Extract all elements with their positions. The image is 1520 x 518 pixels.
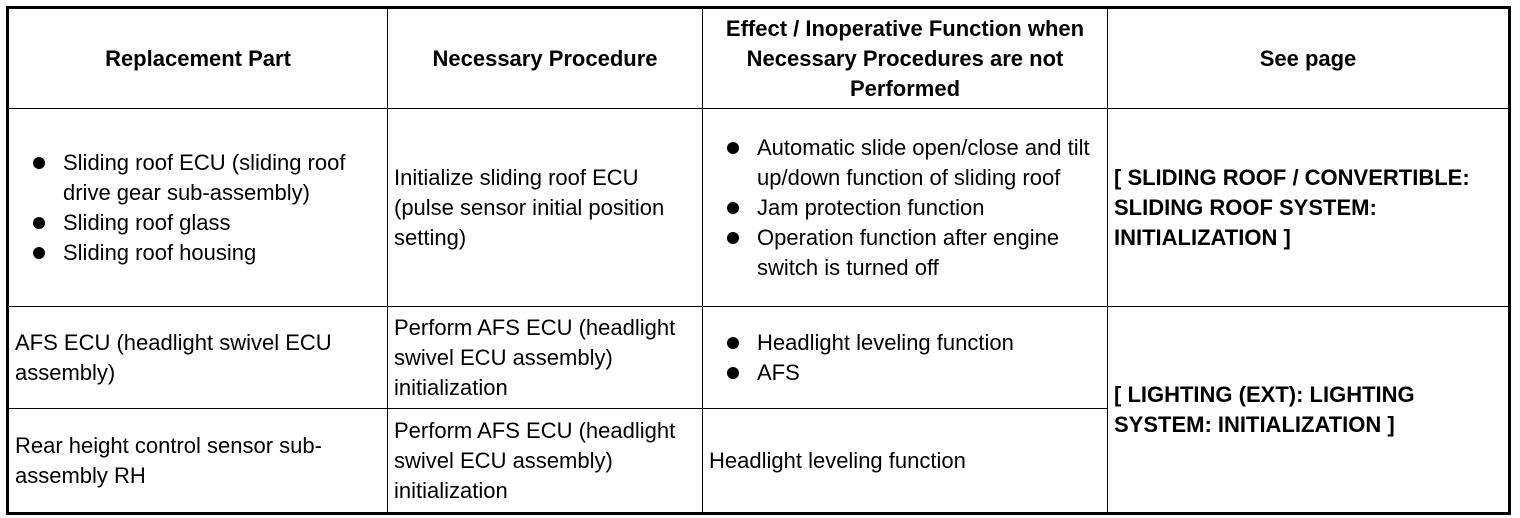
bullet-icon bbox=[33, 247, 45, 259]
bullet-icon bbox=[727, 142, 739, 154]
replacement-part-cell: AFS ECU (headlight swivel ECU assembly) bbox=[8, 307, 388, 409]
table-row bbox=[8, 307, 1510, 409]
procedure-cell: Perform AFS ECU (headlight swivel ECU assembly) initialization bbox=[388, 409, 703, 514]
part-text: Sliding roof ECU (sliding roof drive gear sub-assembly) bbox=[63, 149, 346, 205]
table-row bbox=[8, 109, 1510, 307]
list-item bbox=[15, 148, 381, 208]
effect-text: Operation function after engine switch is turned off bbox=[757, 224, 1060, 280]
list-item bbox=[15, 208, 381, 238]
bullet-icon bbox=[33, 217, 45, 229]
part-text: Sliding roof housing bbox=[63, 239, 257, 265]
bullet-icon bbox=[727, 232, 739, 244]
list-item bbox=[709, 223, 1101, 283]
list-item bbox=[709, 358, 1101, 388]
list-item bbox=[709, 133, 1101, 193]
effect-cell bbox=[703, 307, 1108, 409]
effect-text: Automatic slide open/close and tilt up/down function of sliding roof bbox=[757, 134, 1090, 190]
effect-text: AFS bbox=[757, 359, 800, 385]
bullet-icon bbox=[727, 202, 739, 214]
list-item bbox=[709, 328, 1101, 358]
effect-text: Headlight leveling function bbox=[757, 329, 1014, 355]
part-text: Sliding roof glass bbox=[63, 209, 231, 235]
replacement-part-cell: Rear height control sensor sub-assembly RH bbox=[8, 409, 388, 514]
list-item bbox=[15, 238, 381, 268]
effect-cell: Headlight leveling function bbox=[703, 409, 1108, 514]
list-item bbox=[709, 193, 1101, 223]
header-row bbox=[8, 8, 1510, 109]
see-page-link[interactable]: [ SLIDING ROOF / CONVERTIBLE: SLIDING ROOF SYSTEM: INITIALIZATION ] bbox=[1108, 109, 1510, 307]
effect-list bbox=[709, 328, 1101, 388]
header-necessary-procedure: Necessary Procedure bbox=[388, 8, 703, 109]
procedure-table bbox=[6, 6, 1511, 515]
bullet-icon bbox=[33, 157, 45, 169]
part-list bbox=[15, 148, 381, 268]
effect-list bbox=[709, 133, 1101, 283]
bullet-icon bbox=[727, 367, 739, 379]
header-effect: Effect / Inoperative Function when Necessary Procedures are not Performed bbox=[703, 8, 1108, 109]
see-page-link[interactable]: [ LIGHTING (EXT): LIGHTING SYSTEM: INITIALIZATION ] bbox=[1108, 307, 1510, 514]
effect-cell bbox=[703, 109, 1108, 307]
header-replacement-part: Replacement Part bbox=[8, 8, 388, 109]
header-see-page: See page bbox=[1108, 8, 1510, 109]
bullet-icon bbox=[727, 337, 739, 349]
effect-text: Jam protection function bbox=[757, 194, 985, 220]
procedure-cell: Perform AFS ECU (headlight swivel ECU assembly) initialization bbox=[388, 307, 703, 409]
replacement-part-cell bbox=[8, 109, 388, 307]
procedure-cell: Initialize sliding roof ECU (pulse sensor initial position setting) bbox=[388, 109, 703, 307]
